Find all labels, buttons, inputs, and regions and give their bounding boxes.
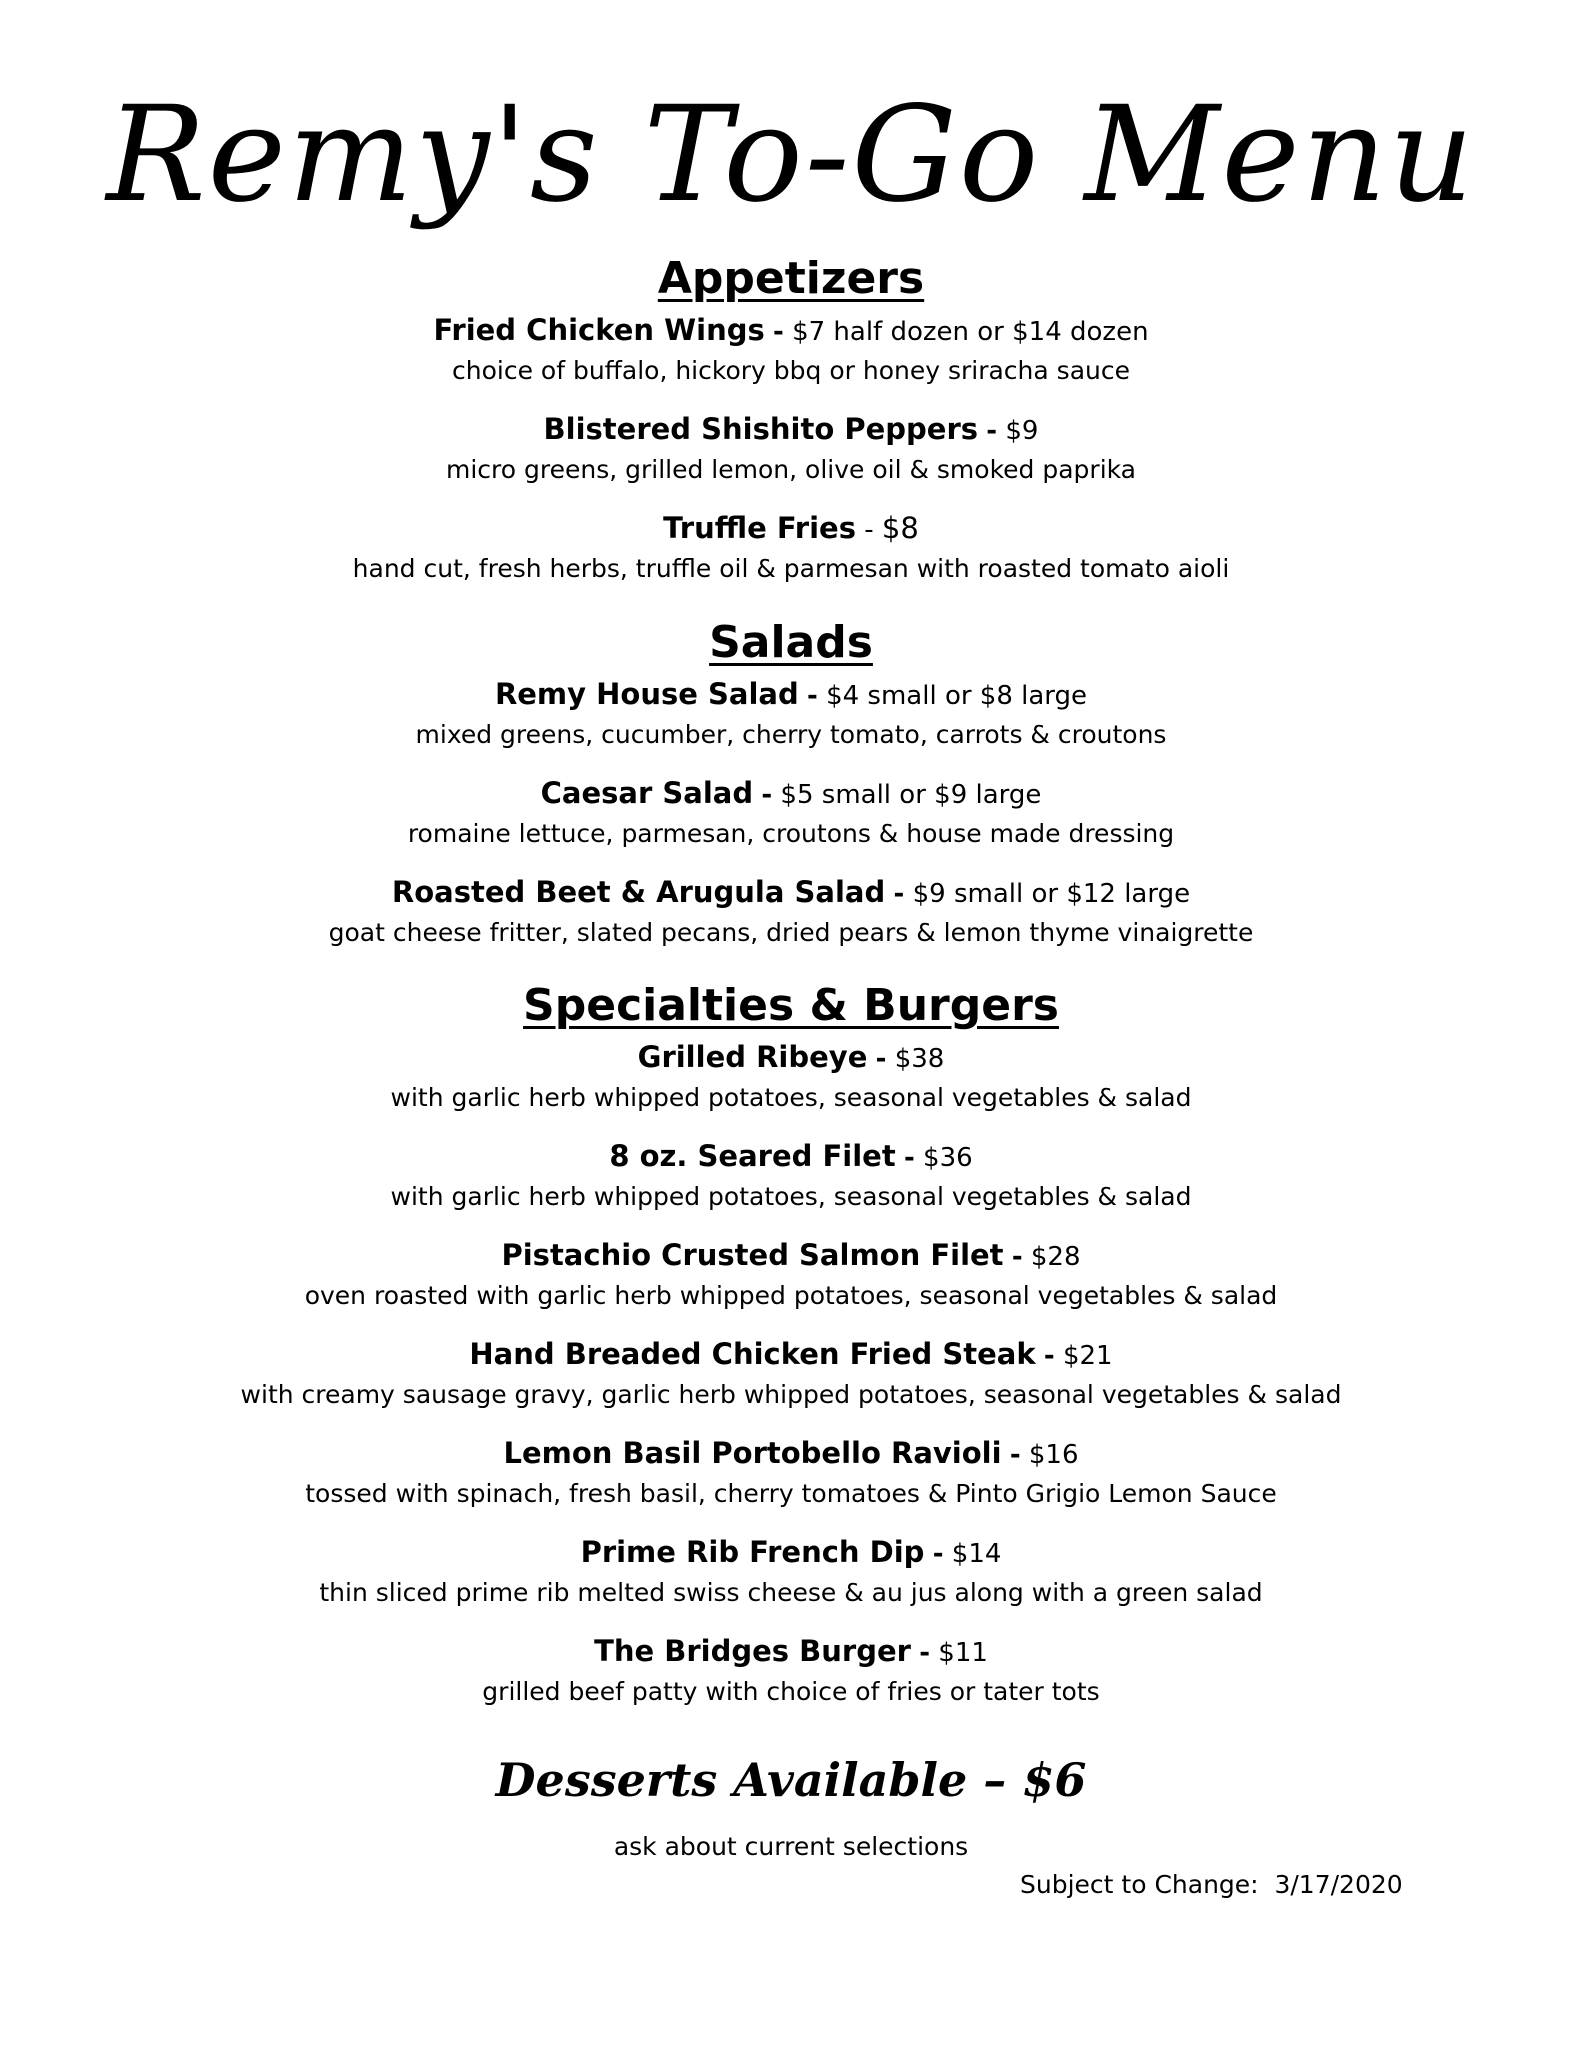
item-name: Hand Breaded Chicken Fried Steak bbox=[469, 1337, 1036, 1371]
menu-item bbox=[0, 773, 1582, 852]
item-name: 8 oz. Seared Filet bbox=[609, 1139, 896, 1173]
section-heading: Appetizers bbox=[657, 253, 925, 304]
item-price: $21 bbox=[1062, 1341, 1113, 1371]
item-separator: - bbox=[903, 1143, 915, 1173]
item-name: Roasted Beet & Arugula Salad bbox=[391, 875, 886, 909]
item-price: $8 bbox=[881, 511, 919, 545]
item-name: Pistachio Crusted Salmon Filet bbox=[501, 1238, 1004, 1272]
item-price: $11 bbox=[938, 1638, 988, 1668]
item-price: $9 small or $12 large bbox=[912, 879, 1191, 909]
item-price: $16 bbox=[1028, 1440, 1079, 1470]
item-price: $28 bbox=[1030, 1242, 1081, 1272]
item-separator: - bbox=[864, 515, 874, 545]
item-name: Remy House Salad bbox=[494, 677, 799, 711]
menu-item bbox=[0, 1433, 1582, 1512]
page-title: Remy's To-Go Menu bbox=[106, 78, 1476, 232]
item-description: with garlic herb whipped potatoes, seasonal vegetables & salad bbox=[390, 1083, 1192, 1112]
item-price: $4 small or $8 large bbox=[826, 681, 1088, 711]
item-price: $7 half dozen or $14 dozen bbox=[792, 317, 1149, 347]
item-description: grilled beef patty with choice of fries or tater tots bbox=[482, 1677, 1100, 1706]
item-name: Grilled Ribeye bbox=[637, 1040, 868, 1074]
item-separator: - bbox=[807, 681, 818, 711]
item-description: with creamy sausage gravy, garlic herb whipped potatoes, seasonal vegetables & salad bbox=[240, 1380, 1342, 1409]
item-description: goat cheese fritter, slated pecans, dried pears & lemon thyme vinaigrette bbox=[328, 918, 1254, 947]
item-separator: - bbox=[919, 1638, 931, 1668]
item-name: Lemon Basil Portobello Ravioli bbox=[503, 1436, 1002, 1470]
menu-item bbox=[0, 508, 1582, 587]
menu-item bbox=[0, 674, 1582, 753]
desserts-heading: Desserts Available – $6 bbox=[495, 1753, 1087, 1807]
item-separator: - bbox=[1011, 1242, 1023, 1272]
item-separator: - bbox=[932, 1539, 944, 1569]
item-description: thin sliced prime rib melted swiss cheese & au jus along with a green salad bbox=[319, 1578, 1263, 1607]
item-name: Truffle Fries bbox=[663, 511, 856, 545]
item-name: Caesar Salad bbox=[540, 776, 754, 810]
item-description: hand cut, fresh herbs, truffle oil & parmesan with roasted tomato aioli bbox=[352, 554, 1230, 583]
item-price: $9 bbox=[1005, 416, 1039, 446]
item-name: Fried Chicken Wings bbox=[433, 313, 765, 347]
section-appetizers bbox=[0, 252, 1582, 607]
item-price: $14 bbox=[951, 1539, 1002, 1569]
section-heading: Specialties & Burgers bbox=[523, 980, 1059, 1031]
item-price: $5 small or $9 large bbox=[780, 780, 1042, 810]
item-description: mixed greens, cucumber, cherry tomato, carrots & croutons bbox=[415, 720, 1167, 749]
menu-item bbox=[0, 1037, 1582, 1116]
item-separator: - bbox=[893, 879, 905, 909]
section-heading: Salads bbox=[709, 617, 873, 668]
menu-item bbox=[0, 1334, 1582, 1413]
section-salads bbox=[0, 616, 1582, 971]
item-description: romaine lettuce, parmesan, croutons & house made dressing bbox=[407, 819, 1175, 848]
desserts-note: ask about current selections bbox=[613, 1832, 969, 1861]
item-description: choice of buffalo, hickory bbq or honey sriracha sauce bbox=[452, 356, 1130, 385]
menu-item bbox=[0, 310, 1582, 389]
menu-item bbox=[0, 872, 1582, 951]
item-separator: - bbox=[1009, 1440, 1021, 1470]
item-name: The Bridges Burger bbox=[594, 1634, 911, 1668]
menu-item bbox=[0, 1235, 1582, 1314]
subject-to-change-note: Subject to Change: 3/17/2020 bbox=[1020, 1870, 1403, 1899]
menu-item bbox=[0, 1532, 1582, 1611]
item-separator: - bbox=[1043, 1341, 1055, 1371]
menu-item bbox=[0, 1136, 1582, 1215]
item-price: $38 bbox=[894, 1044, 945, 1074]
menu-item bbox=[0, 1631, 1582, 1710]
item-name: Blistered Shishito Peppers bbox=[543, 412, 979, 446]
section-specialties-burgers bbox=[0, 979, 1582, 1730]
item-description: oven roasted with garlic herb whipped potatoes, seasonal vegetables & salad bbox=[304, 1281, 1278, 1310]
item-description: with garlic herb whipped potatoes, seasonal vegetables & salad bbox=[390, 1182, 1192, 1211]
item-name: Prime Rib French Dip bbox=[580, 1535, 925, 1569]
item-description: tossed with spinach, fresh basil, cherry tomatoes & Pinto Grigio Lemon Sauce bbox=[305, 1479, 1277, 1508]
item-separator: - bbox=[986, 416, 998, 446]
item-separator: - bbox=[773, 317, 784, 347]
menu-item bbox=[0, 409, 1582, 488]
item-description: micro greens, grilled lemon, olive oil & smoked paprika bbox=[445, 455, 1136, 484]
item-price: $36 bbox=[923, 1143, 973, 1173]
item-separator: - bbox=[875, 1044, 887, 1074]
item-separator: - bbox=[761, 780, 773, 810]
